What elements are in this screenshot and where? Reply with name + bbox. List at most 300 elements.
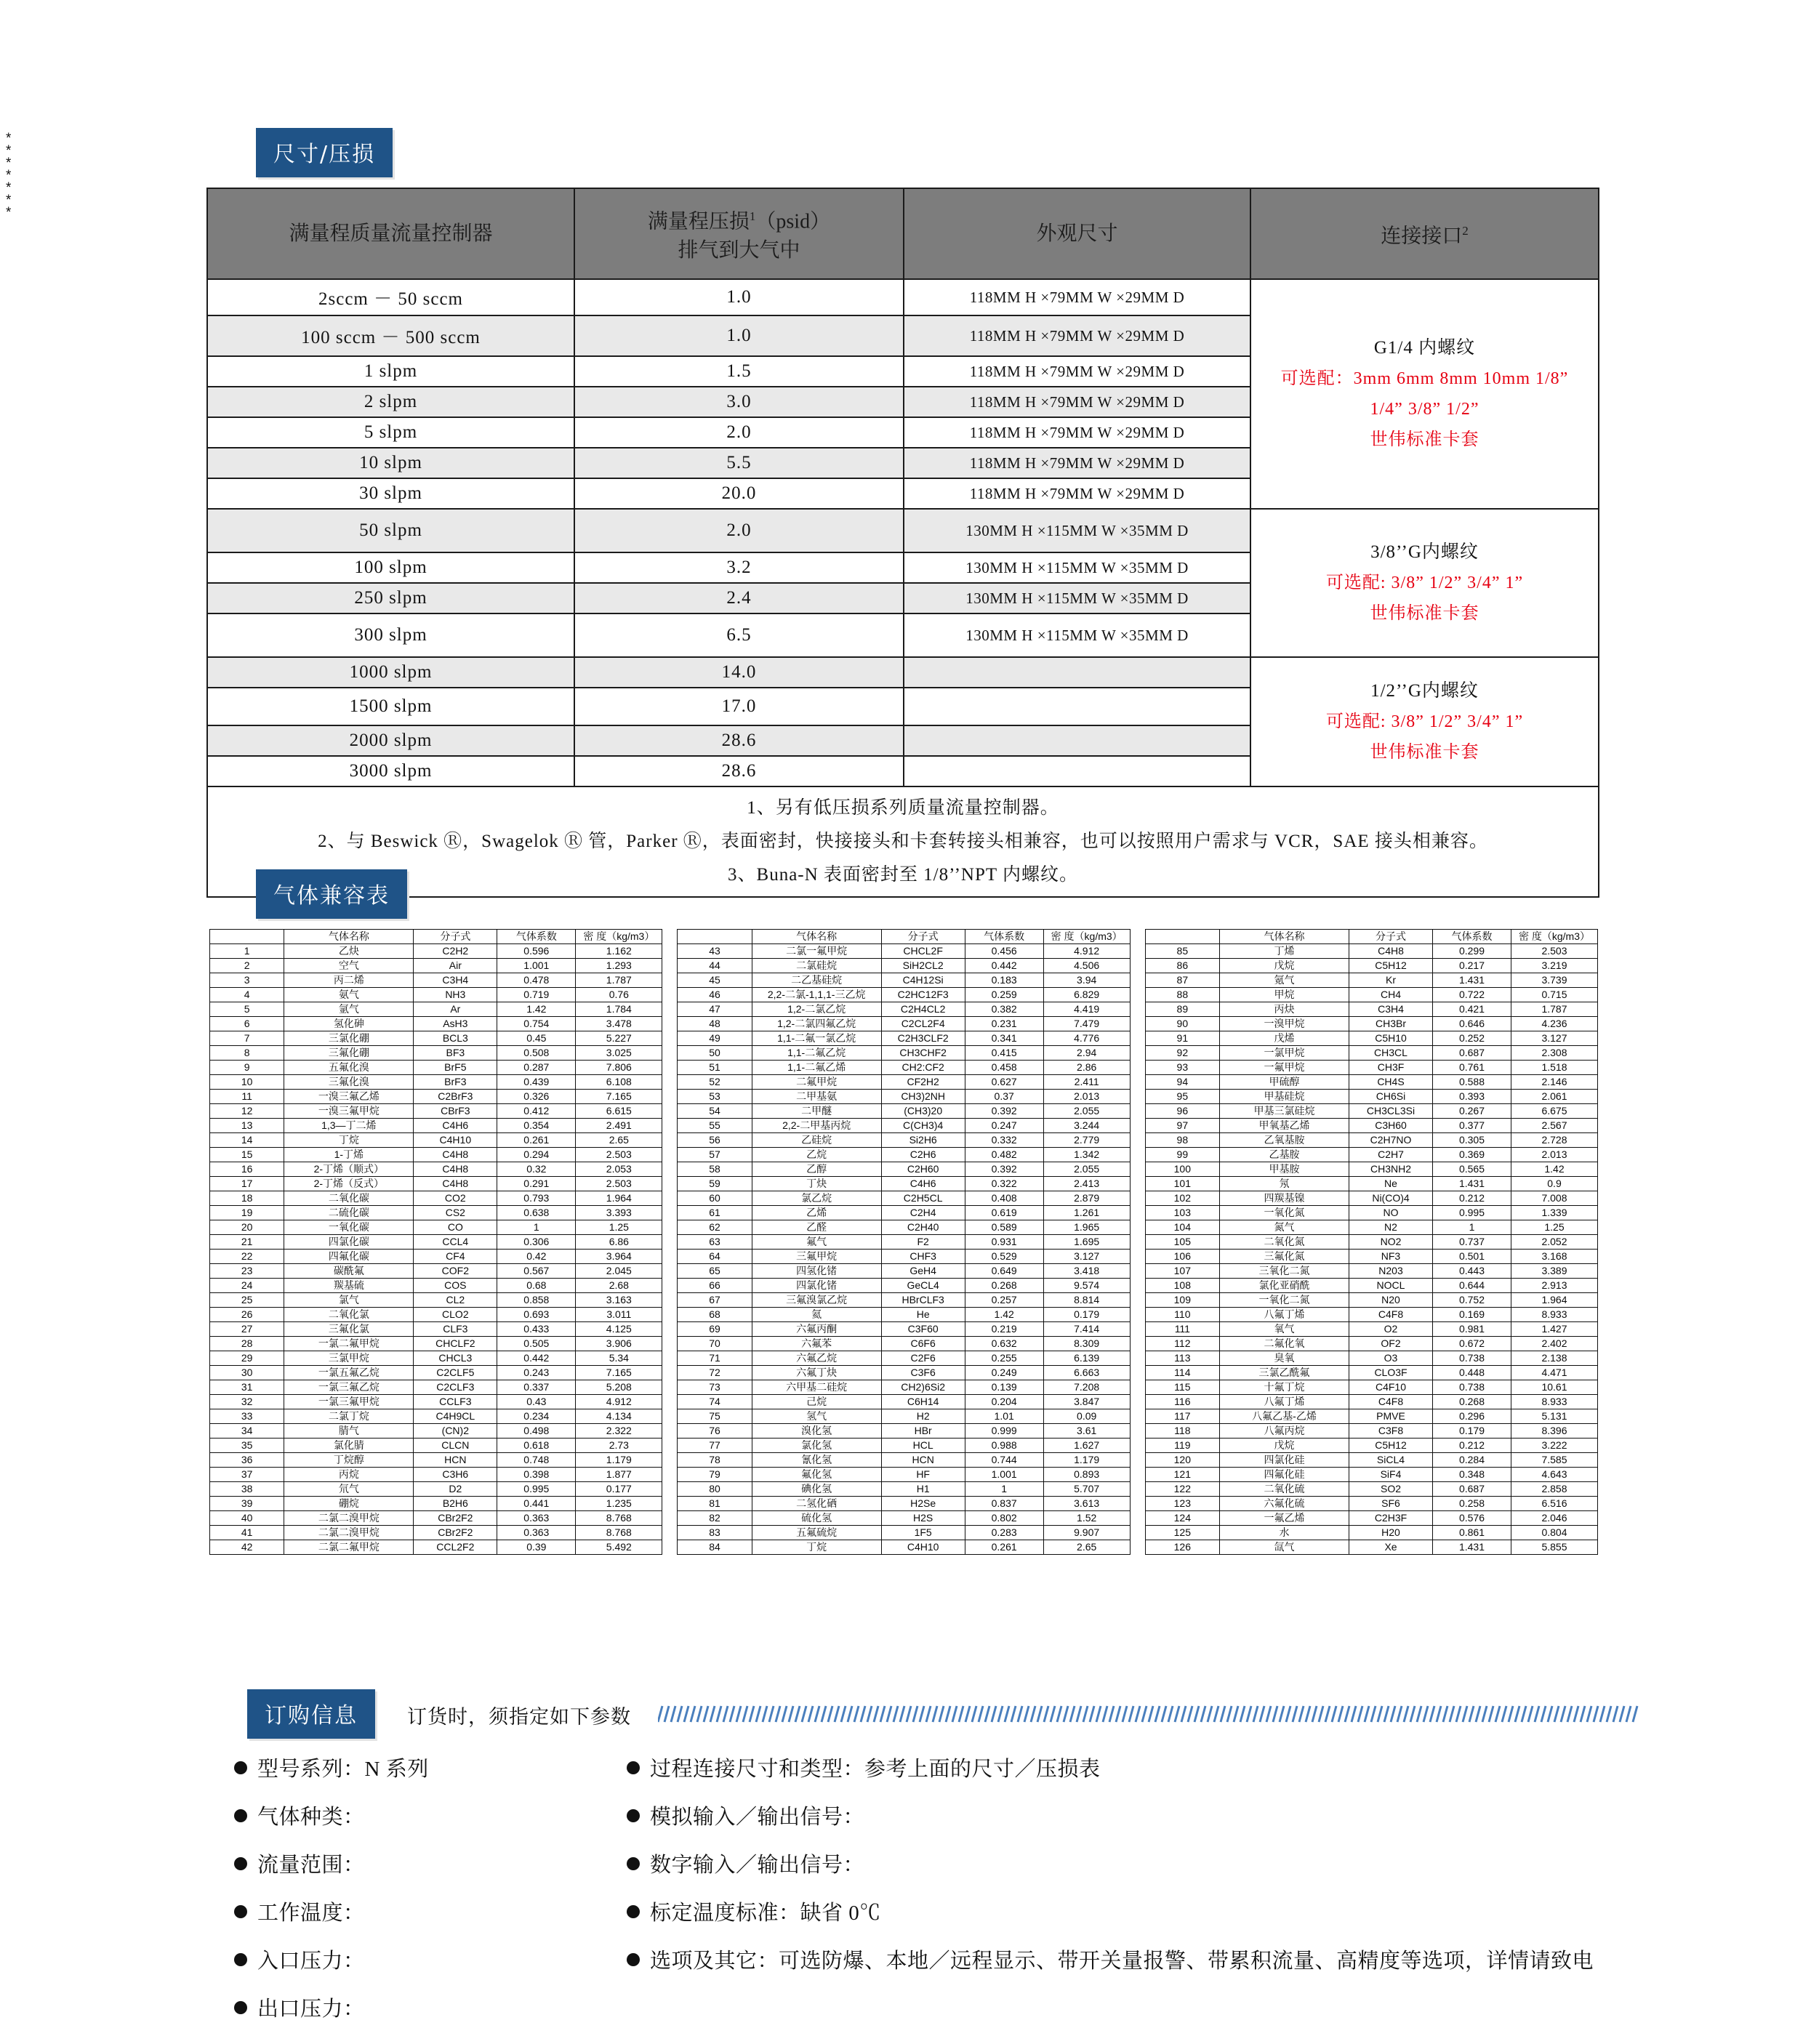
gas-cell-index: 26 bbox=[210, 1308, 284, 1322]
gas-cell-index: 113 bbox=[1145, 1351, 1219, 1366]
gas-cell-name: 甲基胺 bbox=[1220, 1162, 1349, 1177]
gas-cell-name: 一氯二氟甲烷 bbox=[284, 1337, 414, 1351]
gas-block-gap bbox=[662, 1526, 678, 1540]
gas-cell-formula: CHCL3 bbox=[414, 1351, 497, 1366]
cell-flow-range: 100 slpm bbox=[207, 552, 574, 583]
gas-cell-name: 二乙基硅烷 bbox=[752, 973, 881, 988]
gas-cell-density: 2.045 bbox=[576, 1264, 662, 1279]
gas-cell-name: 腈气 bbox=[284, 1424, 414, 1439]
gas-cell-coefficient: 0.441 bbox=[497, 1497, 576, 1511]
gas-cell-formula: BCL3 bbox=[414, 1031, 497, 1046]
gas-header-name: 气体名称 bbox=[284, 930, 414, 944]
connection-thread: 3/8’’G内螺纹 bbox=[1370, 542, 1479, 563]
gas-cell-density: 0.76 bbox=[576, 988, 662, 1002]
cell-outer-dimension bbox=[904, 688, 1250, 725]
gas-cell-formula: C6H14 bbox=[881, 1395, 965, 1409]
cell-connection-interface bbox=[1250, 509, 1599, 657]
gas-cell-coefficient: 0.744 bbox=[965, 1453, 1043, 1468]
gas-cell-index: 60 bbox=[678, 1191, 752, 1206]
gas-block-gap bbox=[1130, 944, 1145, 959]
gas-cell-coefficient: 0.243 bbox=[497, 1366, 576, 1380]
table-footnotes bbox=[207, 786, 1599, 897]
gas-cell-coefficient: 0.448 bbox=[1433, 1366, 1511, 1380]
gas-table-row bbox=[210, 1191, 1598, 1206]
gas-block-gap bbox=[1130, 1220, 1145, 1235]
gas-cell-density: 0.804 bbox=[1511, 1526, 1598, 1540]
gas-cell-name: 2,2-二甲基丙烷 bbox=[752, 1119, 881, 1133]
gas-cell-index: 91 bbox=[1145, 1031, 1219, 1046]
gas-table-row bbox=[210, 1439, 1598, 1453]
gas-cell-name: 三氟化氯 bbox=[284, 1322, 414, 1337]
gas-block-gap bbox=[662, 1482, 678, 1497]
gas-cell-name: 氯气 bbox=[284, 1293, 414, 1308]
gas-cell-density: 2.053 bbox=[576, 1162, 662, 1177]
gas-cell-name: 八氟丙烷 bbox=[1220, 1424, 1349, 1439]
gas-cell-formula: H2 bbox=[881, 1409, 965, 1424]
gas-cell-index: 39 bbox=[210, 1497, 284, 1511]
gas-cell-density: 2.503 bbox=[576, 1177, 662, 1191]
gas-block-gap bbox=[1130, 1119, 1145, 1133]
cell-flow-range: 250 slpm bbox=[207, 583, 574, 613]
gas-cell-coefficient: 0.169 bbox=[1433, 1308, 1511, 1322]
gas-cell-name: 一氯三氟甲烷 bbox=[284, 1395, 414, 1409]
gas-cell-name: 三氯化硼 bbox=[284, 1031, 414, 1046]
dimensions-section-tag bbox=[256, 128, 393, 177]
order-item-label: 数字输入／输出信号： bbox=[650, 1854, 865, 1877]
order-right-column bbox=[627, 1756, 1594, 1996]
gas-cell-density: 0.893 bbox=[1043, 1468, 1130, 1482]
gas-cell-coefficient: 0.42 bbox=[497, 1250, 576, 1264]
gas-block-gap bbox=[662, 1439, 678, 1453]
gas-cell-density: 3.418 bbox=[1043, 1264, 1130, 1279]
gas-cell-density: 6.829 bbox=[1043, 988, 1130, 1002]
gas-compatibility-wrap bbox=[209, 929, 1598, 1555]
gas-block-gap bbox=[662, 1366, 678, 1380]
gas-cell-coefficient: 0.508 bbox=[497, 1046, 576, 1061]
gas-cell-name: 1,1-二氟乙烷 bbox=[752, 1046, 881, 1061]
gas-cell-coefficient: 0.45 bbox=[497, 1031, 576, 1046]
gas-cell-index: 86 bbox=[1145, 959, 1219, 973]
gas-cell-formula: SO2 bbox=[1349, 1482, 1433, 1497]
gas-cell-formula: HF bbox=[881, 1468, 965, 1482]
gas-block-gap bbox=[1130, 930, 1145, 944]
gas-cell-coefficient: 0.398 bbox=[497, 1468, 576, 1482]
bullet-icon bbox=[234, 1761, 247, 1774]
gas-cell-name: 八氟乙基-乙烯 bbox=[1220, 1409, 1349, 1424]
gas-cell-name: 氦 bbox=[752, 1308, 881, 1322]
cell-pressure-drop: 3.2 bbox=[574, 552, 904, 583]
gas-cell-coefficient: 0.687 bbox=[1433, 1482, 1511, 1497]
gas-cell-coefficient: 0.363 bbox=[497, 1526, 576, 1540]
gas-cell-name: 四氯化硅 bbox=[1220, 1453, 1349, 1468]
gas-cell-formula: C4H8 bbox=[414, 1148, 497, 1162]
gas-cell-formula: D2 bbox=[414, 1482, 497, 1497]
gas-table-row bbox=[210, 1250, 1598, 1264]
gas-cell-density: 6.663 bbox=[1043, 1366, 1130, 1380]
gas-cell-coefficient: 0.267 bbox=[1433, 1104, 1511, 1119]
gas-cell-density: 4.912 bbox=[576, 1395, 662, 1409]
gas-cell-index: 67 bbox=[678, 1293, 752, 1308]
gas-cell-name: 六氟苯 bbox=[752, 1337, 881, 1351]
gas-block-gap bbox=[662, 1409, 678, 1424]
gas-cell-index: 75 bbox=[678, 1409, 752, 1424]
gas-cell-formula: H20 bbox=[1349, 1526, 1433, 1540]
gas-cell-formula: C2H3F bbox=[1349, 1511, 1433, 1526]
gas-cell-name: 一氟甲烷 bbox=[1220, 1061, 1349, 1075]
gas-cell-name: 氰化氢 bbox=[752, 1453, 881, 1468]
gas-cell-index: 56 bbox=[678, 1133, 752, 1148]
gas-cell-density: 0.715 bbox=[1511, 988, 1598, 1002]
gas-cell-index: 106 bbox=[1145, 1250, 1219, 1264]
gas-cell-index: 9 bbox=[210, 1061, 284, 1075]
gas-cell-name: 四氟化硅 bbox=[1220, 1468, 1349, 1482]
gas-cell-density: 0.09 bbox=[1043, 1409, 1130, 1424]
gas-cell-index: 11 bbox=[210, 1090, 284, 1104]
gas-cell-coefficient: 1 bbox=[497, 1220, 576, 1235]
gas-cell-coefficient: 0.737 bbox=[1433, 1235, 1511, 1250]
footnote-marker-2: 2 bbox=[1462, 224, 1469, 238]
gas-cell-density: 1.965 bbox=[1043, 1220, 1130, 1235]
gas-cell-name: 硼烷 bbox=[284, 1497, 414, 1511]
gas-cell-coefficient: 1.431 bbox=[1433, 1540, 1511, 1555]
gas-cell-density: 2.65 bbox=[1043, 1540, 1130, 1555]
gas-cell-index: 62 bbox=[678, 1220, 752, 1235]
gas-block-gap bbox=[1130, 1409, 1145, 1424]
gas-block-gap bbox=[1130, 1017, 1145, 1031]
gas-cell-coefficient: 0.179 bbox=[1433, 1424, 1511, 1439]
gas-cell-formula: HCN bbox=[881, 1453, 965, 1468]
gas-cell-index: 55 bbox=[678, 1119, 752, 1133]
gas-cell-index: 105 bbox=[1145, 1235, 1219, 1250]
order-item-label: 标定温度标准：缺省 0℃ bbox=[650, 1902, 881, 1925]
gas-cell-coefficient: 0.439 bbox=[497, 1075, 576, 1090]
gas-cell-density: 4.776 bbox=[1043, 1031, 1130, 1046]
bullet-icon bbox=[234, 1809, 247, 1822]
gas-block-gap bbox=[1130, 1133, 1145, 1148]
bullet-icon bbox=[627, 1809, 640, 1822]
gas-cell-coefficient: 0.382 bbox=[965, 1002, 1043, 1017]
bullet-icon bbox=[627, 1905, 640, 1918]
gas-cell-formula: Ar bbox=[414, 1002, 497, 1017]
gas-cell-index: 65 bbox=[678, 1264, 752, 1279]
gas-cell-index: 41 bbox=[210, 1526, 284, 1540]
gas-cell-formula: O3 bbox=[1349, 1351, 1433, 1366]
gas-block-gap bbox=[1130, 1366, 1145, 1380]
gas-cell-name: 八氟丁烯 bbox=[1220, 1395, 1349, 1409]
gas-cell-coefficient: 0.283 bbox=[965, 1526, 1043, 1540]
gas-cell-coefficient: 0.37 bbox=[965, 1090, 1043, 1104]
gas-cell-name: 氢化砷 bbox=[284, 1017, 414, 1031]
gas-block-gap bbox=[662, 988, 678, 1002]
gas-cell-formula: CH3F bbox=[1349, 1061, 1433, 1075]
gas-cell-name: 五氟化溴 bbox=[284, 1061, 414, 1075]
gas-cell-index: 43 bbox=[678, 944, 752, 959]
gas-cell-formula: C4H6 bbox=[881, 1177, 965, 1191]
gas-header-formula: 分子式 bbox=[414, 930, 497, 944]
header-outer-dimensions: 外观尺寸 bbox=[904, 188, 1250, 279]
gas-cell-density: 2.73 bbox=[576, 1439, 662, 1453]
gas-cell-density: 1.179 bbox=[1043, 1453, 1130, 1468]
gas-cell-density: 2.055 bbox=[1043, 1162, 1130, 1177]
gas-cell-density: 1.627 bbox=[1043, 1439, 1130, 1453]
gas-cell-index: 23 bbox=[210, 1264, 284, 1279]
gas-cell-formula: CHF3 bbox=[881, 1250, 965, 1264]
cell-flow-range: 2000 slpm bbox=[207, 725, 574, 756]
cell-outer-dimension: 118MM H ×79MM W ×29MM D bbox=[904, 448, 1250, 478]
gas-cell-formula: SiH2CL2 bbox=[881, 959, 965, 973]
gas-cell-name: 乙醛 bbox=[752, 1220, 881, 1235]
gas-cell-name: 二氯丁烷 bbox=[284, 1409, 414, 1424]
gas-cell-formula: HCN bbox=[414, 1453, 497, 1468]
header-connection-interface: 连接接口$^2$ bbox=[1250, 188, 1599, 279]
gas-cell-name: 四氯化锗 bbox=[752, 1279, 881, 1293]
gas-cell-name: 空气 bbox=[284, 959, 414, 973]
gas-cell-density: 2.046 bbox=[1511, 1511, 1598, 1526]
gas-cell-density: 10.61 bbox=[1511, 1380, 1598, 1395]
order-item-label: 模拟输入／输出信号： bbox=[650, 1806, 865, 1829]
gas-cell-name: 1,1-二氟乙烯 bbox=[752, 1061, 881, 1075]
gas-cell-formula: C4F8 bbox=[1349, 1395, 1433, 1409]
gas-cell-formula: HCL bbox=[881, 1439, 965, 1453]
gas-cell-density: 7.414 bbox=[1043, 1322, 1130, 1337]
gas-cell-name: 乙烯 bbox=[752, 1206, 881, 1220]
gas-cell-formula: C4H8 bbox=[414, 1177, 497, 1191]
gas-cell-formula: C2H7 bbox=[1349, 1148, 1433, 1162]
gas-block-gap bbox=[662, 1395, 678, 1409]
gas-block-gap bbox=[1130, 1293, 1145, 1308]
gas-cell-index: 108 bbox=[1145, 1279, 1219, 1293]
gas-cell-density: 1.695 bbox=[1043, 1235, 1130, 1250]
gas-block-gap bbox=[1130, 1046, 1145, 1061]
gas-cell-density: 4.912 bbox=[1043, 944, 1130, 959]
order-item-left bbox=[234, 1804, 429, 1830]
gas-cell-index: 64 bbox=[678, 1250, 752, 1264]
gas-cell-formula: C4H6 bbox=[414, 1119, 497, 1133]
gas-cell-name: 乙醇 bbox=[752, 1162, 881, 1177]
gas-cell-index: 50 bbox=[678, 1046, 752, 1061]
gas-cell-coefficient: 0.738 bbox=[1433, 1380, 1511, 1395]
gas-cell-coefficient: 0.408 bbox=[965, 1191, 1043, 1206]
gas-block-gap bbox=[662, 1177, 678, 1191]
gas-block-gap bbox=[1130, 1395, 1145, 1409]
gas-table-row bbox=[210, 1366, 1598, 1380]
gas-cell-index: 124 bbox=[1145, 1511, 1219, 1526]
gas-cell-formula: C4F10 bbox=[1349, 1380, 1433, 1395]
gas-cell-coefficient: 0.268 bbox=[1433, 1395, 1511, 1409]
gas-cell-name: 1-丁烯 bbox=[284, 1148, 414, 1162]
gas-cell-coefficient: 0.247 bbox=[965, 1119, 1043, 1133]
gas-cell-formula: CS2 bbox=[414, 1206, 497, 1220]
gas-compatibility-table bbox=[209, 929, 1598, 1555]
gas-cell-density: 1.787 bbox=[1511, 1002, 1598, 1017]
gas-header-coefficient: 气体系数 bbox=[965, 930, 1043, 944]
gas-cell-name: 水 bbox=[1220, 1526, 1349, 1540]
gas-cell-name: 二氯二溴甲烷 bbox=[284, 1511, 414, 1526]
gas-cell-index: 25 bbox=[210, 1293, 284, 1308]
gas-table-row bbox=[210, 1279, 1598, 1293]
cell-pressure-drop: 3.0 bbox=[574, 387, 904, 417]
gas-cell-name: 一氧化氮 bbox=[1220, 1206, 1349, 1220]
gas-block-gap bbox=[1130, 988, 1145, 1002]
gas-header-index bbox=[210, 930, 284, 944]
gas-cell-name: 硫化氢 bbox=[752, 1511, 881, 1526]
gas-cell-density: 1.162 bbox=[576, 944, 662, 959]
gas-cell-formula: C2H5CL bbox=[881, 1191, 965, 1206]
gas-cell-name: 1,1-二氟一氯乙烷 bbox=[752, 1031, 881, 1046]
gas-cell-density: 3.127 bbox=[1511, 1031, 1598, 1046]
gas-cell-coefficient: 0.638 bbox=[497, 1206, 576, 1220]
order-tag-label: 订购信息 bbox=[247, 1689, 375, 1739]
gas-table-row bbox=[210, 1337, 1598, 1351]
gas-cell-name: 氘气 bbox=[284, 1482, 414, 1497]
gas-cell-coefficient: 0.719 bbox=[497, 988, 576, 1002]
gas-cell-formula: C5H10 bbox=[1349, 1031, 1433, 1046]
gas-cell-index: 104 bbox=[1145, 1220, 1219, 1235]
gas-cell-coefficient: 0.999 bbox=[965, 1424, 1043, 1439]
gas-cell-name: 2-丁烯（反式） bbox=[284, 1177, 414, 1191]
gas-cell-index: 17 bbox=[210, 1177, 284, 1191]
gas-cell-index: 115 bbox=[1145, 1380, 1219, 1395]
gas-cell-index: 10 bbox=[210, 1075, 284, 1090]
gas-cell-formula: C4H9CL bbox=[414, 1409, 497, 1424]
gas-block-gap bbox=[662, 1540, 678, 1555]
gas-cell-density: 8.396 bbox=[1511, 1424, 1598, 1439]
gas-cell-coefficient: 0.649 bbox=[965, 1264, 1043, 1279]
wave-svg bbox=[658, 1705, 1639, 1723]
gas-cell-name: 2,2-二氯-1,1,1-三乙烷 bbox=[752, 988, 881, 1002]
gas-header-index bbox=[678, 930, 752, 944]
gas-cell-index: 38 bbox=[210, 1482, 284, 1497]
gas-cell-density: 7.208 bbox=[1043, 1380, 1130, 1395]
gas-table-row bbox=[210, 1264, 1598, 1279]
gas-cell-density: 3.025 bbox=[576, 1046, 662, 1061]
gas-cell-name: 二氟化氧 bbox=[1220, 1337, 1349, 1351]
gas-cell-formula: C2CLF5 bbox=[414, 1366, 497, 1380]
gas-header-density: 密 度（kg/m3） bbox=[1511, 930, 1598, 944]
gas-cell-formula: C4H8 bbox=[414, 1162, 497, 1177]
gas-cell-formula: CH2:CF2 bbox=[881, 1061, 965, 1075]
gas-cell-density: 1.339 bbox=[1511, 1206, 1598, 1220]
gas-cell-index: 114 bbox=[1145, 1366, 1219, 1380]
gas-block-gap bbox=[662, 1104, 678, 1119]
order-item-label: 出口压力： bbox=[257, 1997, 365, 2021]
gas-cell-index: 83 bbox=[678, 1526, 752, 1540]
gas-block-gap bbox=[662, 1235, 678, 1250]
gas-cell-name: 乙基胺 bbox=[1220, 1148, 1349, 1162]
gas-cell-density: 3.244 bbox=[1043, 1119, 1130, 1133]
gas-cell-name: 八氟丁烯 bbox=[1220, 1308, 1349, 1322]
cell-flow-range: 3000 slpm bbox=[207, 756, 574, 786]
gas-cell-coefficient: 0.39 bbox=[497, 1540, 576, 1555]
gas-cell-density: 3.389 bbox=[1511, 1264, 1598, 1279]
order-item-right bbox=[627, 1900, 1594, 1926]
gas-table-row bbox=[210, 1322, 1598, 1337]
gas-cell-coefficient: 0.257 bbox=[965, 1293, 1043, 1308]
gas-cell-density: 7.165 bbox=[576, 1090, 662, 1104]
gas-cell-index: 102 bbox=[1145, 1191, 1219, 1206]
order-item-left bbox=[234, 1852, 429, 1878]
gas-cell-coefficient: 0.442 bbox=[497, 1351, 576, 1366]
gas-cell-index: 33 bbox=[210, 1409, 284, 1424]
gas-cell-name: 二甲基氨 bbox=[752, 1090, 881, 1104]
gas-cell-name: 二甲醚 bbox=[752, 1104, 881, 1119]
connection-standard: 世伟标准卡套 bbox=[1370, 743, 1479, 763]
gas-cell-name: 一溴甲烷 bbox=[1220, 1017, 1349, 1031]
gas-cell-coefficient: 0.644 bbox=[1433, 1279, 1511, 1293]
gas-cell-density: 5.227 bbox=[576, 1031, 662, 1046]
cell-pressure-drop: 1.5 bbox=[574, 356, 904, 387]
connection-optional: 可选配: 3/8” 1/2” 3/4” 1” bbox=[1325, 574, 1524, 593]
gas-block-gap bbox=[1130, 1075, 1145, 1090]
gas-block-gap bbox=[662, 1075, 678, 1090]
gas-cell-coefficient: 1.42 bbox=[497, 1002, 576, 1017]
gas-cell-index: 87 bbox=[1145, 973, 1219, 988]
gas-cell-formula: C2H6 bbox=[881, 1148, 965, 1162]
gas-cell-formula: C4H10 bbox=[881, 1540, 965, 1555]
gas-cell-density: 1.877 bbox=[576, 1468, 662, 1482]
gas-cell-name: 四氯化碳 bbox=[284, 1235, 414, 1250]
gas-cell-density: 2.322 bbox=[576, 1424, 662, 1439]
gas-cell-coefficient: 0.294 bbox=[497, 1148, 576, 1162]
gas-cell-density: 2.94 bbox=[1043, 1046, 1130, 1061]
gas-block-gap bbox=[662, 1046, 678, 1061]
gas-cell-coefficient: 0.456 bbox=[965, 944, 1043, 959]
gas-cell-density: 5.492 bbox=[576, 1540, 662, 1555]
gas-table-row bbox=[210, 1031, 1598, 1046]
gas-cell-name: 三氟化氮 bbox=[1220, 1250, 1349, 1264]
gas-block-gap bbox=[1130, 1322, 1145, 1337]
gas-cell-coefficient: 0.393 bbox=[1433, 1090, 1511, 1104]
gas-cell-name: 四氢化锗 bbox=[752, 1264, 881, 1279]
gas-cell-name: 甲氧基乙烯 bbox=[1220, 1119, 1349, 1133]
gas-cell-coefficient: 0.291 bbox=[497, 1177, 576, 1191]
gas-block-gap bbox=[1130, 1380, 1145, 1395]
cell-outer-dimension bbox=[904, 725, 1250, 756]
gas-cell-index: 47 bbox=[678, 1002, 752, 1017]
bullet-icon bbox=[627, 1857, 640, 1870]
gas-table-row bbox=[210, 1148, 1598, 1162]
margin-marks: * * * * * * * bbox=[6, 131, 12, 220]
gas-cell-name: 氯乙烷 bbox=[752, 1191, 881, 1206]
gas-cell-name: 1,2-二氯乙烷 bbox=[752, 1002, 881, 1017]
gas-cell-density: 3.906 bbox=[576, 1337, 662, 1351]
gas-cell-coefficient: 0.632 bbox=[965, 1337, 1043, 1351]
gas-cell-name: 六氟丙酮 bbox=[752, 1322, 881, 1337]
gas-cell-density: 8.309 bbox=[1043, 1337, 1130, 1351]
gas-cell-coefficient: 0.284 bbox=[1433, 1453, 1511, 1468]
gas-cell-coefficient: 0.258 bbox=[1433, 1497, 1511, 1511]
gas-cell-formula: Ni(CO)4 bbox=[1349, 1191, 1433, 1206]
gas-table-tag-label: 气体兼容表 bbox=[256, 869, 407, 919]
gas-cell-name: 氩气 bbox=[284, 1002, 414, 1017]
gas-cell-formula: Air bbox=[414, 959, 497, 973]
gas-cell-name: 二氧化碳 bbox=[284, 1191, 414, 1206]
gas-cell-formula: C2CLF3 bbox=[414, 1380, 497, 1395]
gas-cell-density: 4.506 bbox=[1043, 959, 1130, 973]
gas-cell-name: 羰基硫 bbox=[284, 1279, 414, 1293]
gas-cell-index: 51 bbox=[678, 1061, 752, 1075]
gas-cell-index: 90 bbox=[1145, 1017, 1219, 1031]
order-item-label: 气体种类： bbox=[257, 1806, 365, 1829]
gas-table-row bbox=[210, 1526, 1598, 1540]
gas-cell-index: 31 bbox=[210, 1380, 284, 1395]
gas-cell-name: 氟化氢 bbox=[752, 1468, 881, 1482]
gas-cell-formula: CH3)2NH bbox=[881, 1090, 965, 1104]
gas-table-row bbox=[210, 1162, 1598, 1177]
gas-block-gap bbox=[662, 1308, 678, 1322]
gas-cell-coefficient: 1.42 bbox=[965, 1308, 1043, 1322]
gas-cell-coefficient: 0.443 bbox=[1433, 1264, 1511, 1279]
